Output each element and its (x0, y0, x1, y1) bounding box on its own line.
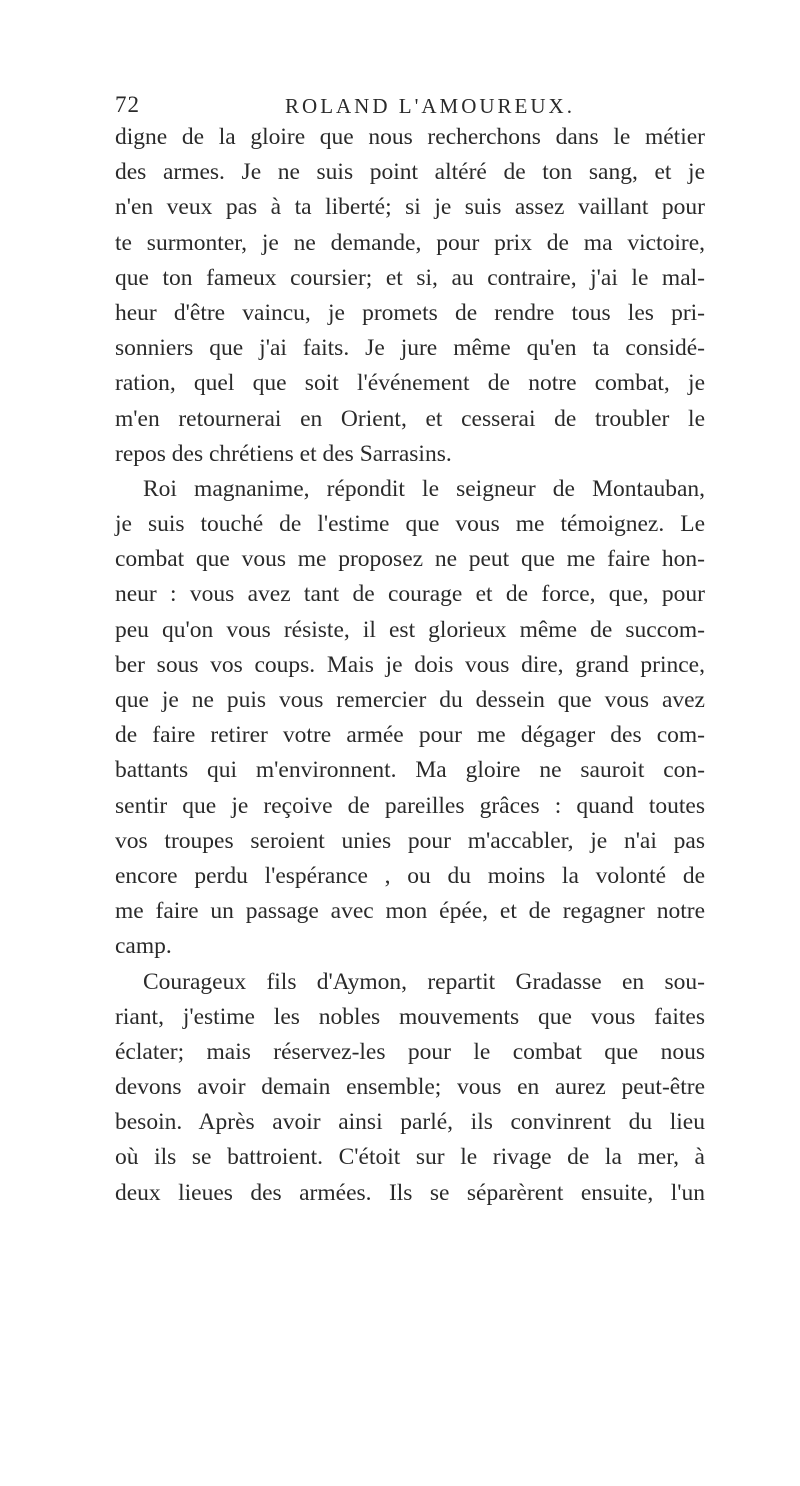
text-line: deux lieues des armées. Ils se séparèrent ensuite, l'un (115, 1179, 705, 1206)
text-line: ber sous vos coups. Mais je dois vous dire, grand prince, (115, 651, 705, 678)
text-line: digne de la gloire que nous recherchons dans le métier (115, 124, 705, 150)
text-line: devons avoir demain ensemble; vous en aurez peut-être (115, 1074, 705, 1101)
text-line: peu qu'on vous résiste, il est glorieux même de succom- (115, 616, 705, 643)
text-line: m'en retournerai en Orient, et cesserai de troubler le (115, 405, 705, 432)
text-line: repos des chrétiens et des Sarrasins. (115, 440, 452, 467)
page-number: 72 (115, 92, 140, 117)
text-line: camp. (115, 933, 172, 960)
text-line: de faire retirer votre armée pour me dégager des com- (115, 722, 705, 749)
text-line: battants qui m'environnent. Ma gloire ne sauroit con- (115, 757, 705, 784)
running-title: ROLAND L'AMOUREUX. (285, 94, 575, 118)
text-line: que ton fameux coursier; et si, au contraire, j'ai le mal- (115, 264, 705, 291)
text-line: Roi magnanime, répondit le seigneur de Montauban, (143, 475, 705, 502)
text-line: neur : vous avez tant de courage et de force, que, pour (115, 581, 705, 608)
text-line: Courageux fils d'Aymon, repartit Gradasse en sou- (143, 968, 705, 995)
text-line: ration, quel que soit l'événement de notre combat, je (115, 370, 705, 397)
text-line: n'en veux pas à ta liberté; si je suis assez vaillant pour (115, 194, 705, 221)
text-line: je suis touché de l'estime que vous me témoignez. Le (115, 511, 705, 538)
text-line: encore perdu l'espérance , ou du moins la volonté de (115, 862, 705, 889)
text-line: où ils se battroient. C'étoit sur le rivage de la mer, à (115, 1144, 705, 1171)
text-line: combat que vous me proposez ne peut que me faire hon- (115, 546, 705, 573)
text-line: éclater; mais réservez-les pour le combat que nous (115, 1038, 705, 1065)
text-line: que je ne puis vous remercier du dessein que vous avez (115, 687, 705, 713)
text-line: besoin. Après avoir ainsi parlé, ils convinrent du lieu (115, 1109, 705, 1136)
text-line: vos troupes seroient unies pour m'accabler, je n'ai pas (115, 827, 705, 854)
text-line: heur d'être vaincu, je promets de rendre tous les pri- (115, 299, 705, 326)
text-line: te surmonter, je ne demande, pour prix de ma victoire, (115, 229, 705, 256)
text-line: sonniers que j'ai faits. Je jure même qu'en ta considé- (115, 335, 705, 362)
text-line: me faire un passage avec mon épée, et de regagner notre (115, 898, 705, 925)
body-text (115, 120, 705, 1211)
text-line: sentir que je reçoive de pareilles grâces : quand toutes (115, 792, 705, 819)
text-line: des armes. Je ne suis point altéré de ton sang, et je (115, 159, 705, 186)
running-head (115, 90, 705, 120)
text-line: riant, j'estime les nobles mouvements que vous faites (115, 1003, 705, 1030)
